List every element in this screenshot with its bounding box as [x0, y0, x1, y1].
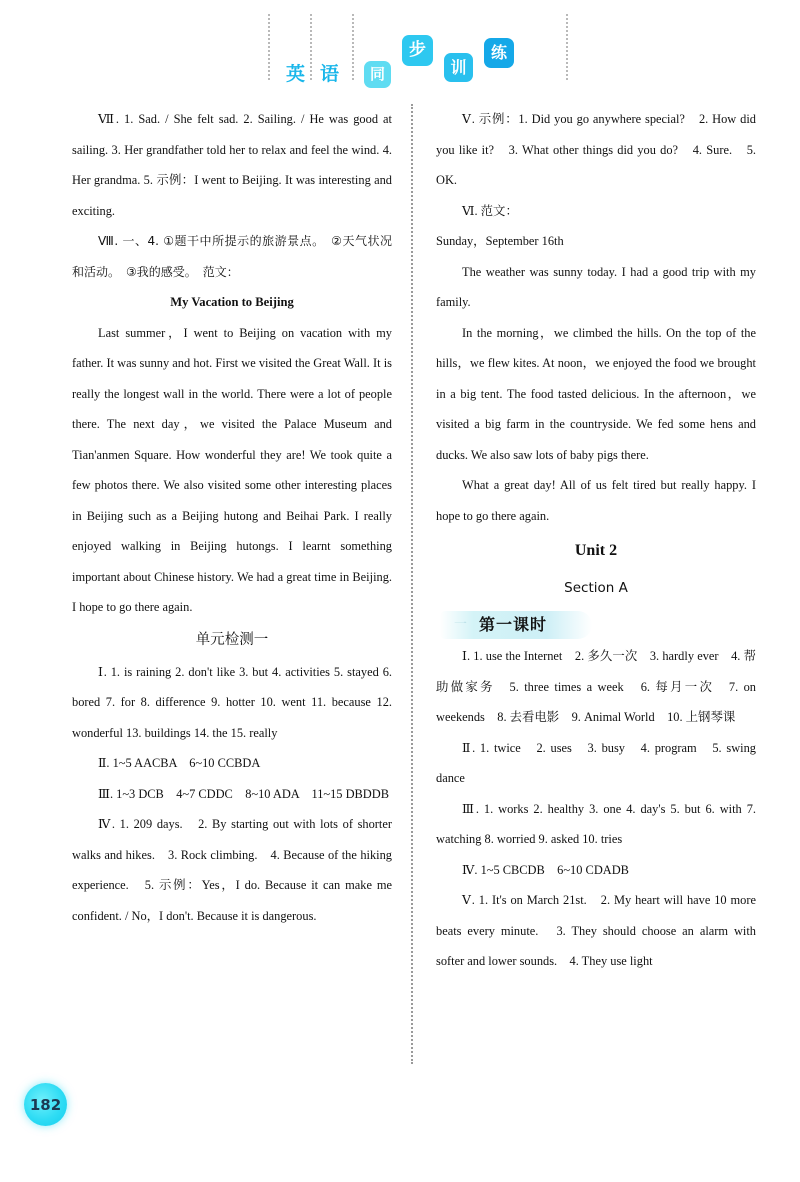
unit-test-heading: 单元检测一 — [195, 631, 269, 648]
lesson-section-ii: Ⅱ. 1. twice 2. uses 3. busy 4. program 5. swing dance — [436, 740, 756, 785]
lesson-section-i: Ⅰ. 1. use the Internet 2. 多久一次 3. hardly ever 4. 帮助做家务 5. three times a week 6. 每月一次 7. on weekends 8. 去看电影 9. Animal World 10. 上钢琴课 — [436, 649, 756, 724]
test-section-iii: Ⅲ. 1~3 DCB 4~7 CDDC 8~10 ADA 11~15 DBDDB — [98, 786, 389, 801]
logo-char-yu: 语 — [320, 63, 341, 85]
logo-char-ying: 英 — [285, 63, 306, 85]
diary-date: Sunday，September 16th — [436, 234, 564, 248]
header-dotted-rule-3 — [352, 14, 354, 80]
test-section-i: Ⅰ. 1. is raining 2. don't like 3. but 4. activities 5. stayed 6. bored 7. for 8. difference 9. hotter 10. went 11. because 12. wonderful 13. buildings 14. the 15. really — [72, 664, 392, 740]
answer-section-v: Ⅴ. 示例：1. Did you go anywhere special? 2. How did you like it? 3. What other things did you do? 4. Sure. 5. OK. — [436, 112, 756, 187]
diary-para-1: The weather was sunny today. I had a good trip with my family. — [436, 264, 756, 309]
book-logo-header — [0, 14, 800, 92]
lesson-section-iii: Ⅲ. 1. works 2. healthy 3. one 4. day's 5. but 6. with 7. watching 8. worried 9. asked 10. tries — [436, 801, 756, 846]
composition-body: Last summer，I went to Beijing on vacation with my father. It was sunny and hot. First we visited the Great Wall. It is really the longest wall in the world. There were a lot of people there. The next day，we visited the Palace Museum and Tian'anmen Square. How wonderful they are! We took quite a few photos there. We also visited some other interesting places in Beijing such as a Beijing hutong and Beihai Park. I really enjoyed walking in Beijing hutongs. I learnt something important about Chinese history. We had a great time in Beijing. I hope to go there again. — [72, 325, 392, 614]
logo-tile-tong: 同 — [364, 61, 391, 88]
section-heading: Section A — [564, 580, 628, 596]
lesson-section-iv: Ⅳ. 1~5 CBCDB 6~10 CDADB — [462, 862, 629, 877]
header-dotted-rule-4 — [566, 14, 568, 80]
logo-tiles — [364, 35, 514, 88]
composition-title: My Vacation to Beijing — [170, 295, 294, 309]
header-dotted-rule-1 — [268, 14, 270, 80]
lesson-badge-label: 第一课时 — [479, 614, 548, 634]
page-number-badge: 182 — [24, 1083, 67, 1126]
diary-para-3: What a great day! All of us felt tired but really happy. I hope to go there again. — [436, 478, 756, 523]
answer-section-vi: Ⅵ. 范文： — [462, 203, 518, 218]
logo-tile-bu: 步 — [402, 35, 433, 66]
test-section-ii: Ⅱ. 1~5 AACBA 6~10 CCBDA — [98, 756, 261, 770]
logo-tile-xun: 训 — [444, 53, 473, 82]
lesson-badge — [440, 611, 592, 639]
logo — [286, 35, 514, 92]
column-divider — [411, 104, 413, 1064]
header-dotted-rule-2 — [310, 14, 312, 80]
right-column — [436, 104, 756, 977]
lesson-badge-ordinal: 一 — [454, 616, 468, 632]
test-section-iv: Ⅳ. 1. 209 days. 2. By starting out with lots of shorter walks and hikes. 3. Rock climbing. 4. Because of the hiking experience. 5. 示例：Yes，I do. Because it can make me confident. / No，I don't. Because it is dangerous. — [72, 817, 392, 923]
unit-heading: Unit 2 — [574, 542, 618, 559]
lesson-section-v: Ⅴ. 1. It's on March 21st. 2. My heart will have 10 more beats every minute. 3. They should choose an alarm with softer and lower sounds. 4. They use light — [436, 893, 756, 968]
answer-section-vii: Ⅶ. 1. Sad. / She felt sad. 2. Sailing. / He was good at sailing. 3. Her grandfather told her to relax and feel the wind. 4. Her grandma. 5. 示例：I went to Beijing. It was interesting and exciting. — [72, 112, 392, 218]
left-column — [72, 104, 392, 931]
logo-tile-lian: 练 — [484, 38, 514, 68]
logo-chinese-title — [286, 65, 354, 88]
diary-para-2: In the morning，we climbed the hills. On the top of the hills，we flew kites. At noon，we enjoyed the food we brought in a big tent. The food tasted delicious. In the afternoon，we visited a big farm in the countryside. We fed some hens and ducks. We also saw lots of baby pigs there. — [436, 325, 756, 462]
answer-section-viii: Ⅷ. 一、4. ①题干中所提示的旅游景点。 ②天气状况和活动。 ③我的感受。 范文： — [72, 234, 392, 279]
